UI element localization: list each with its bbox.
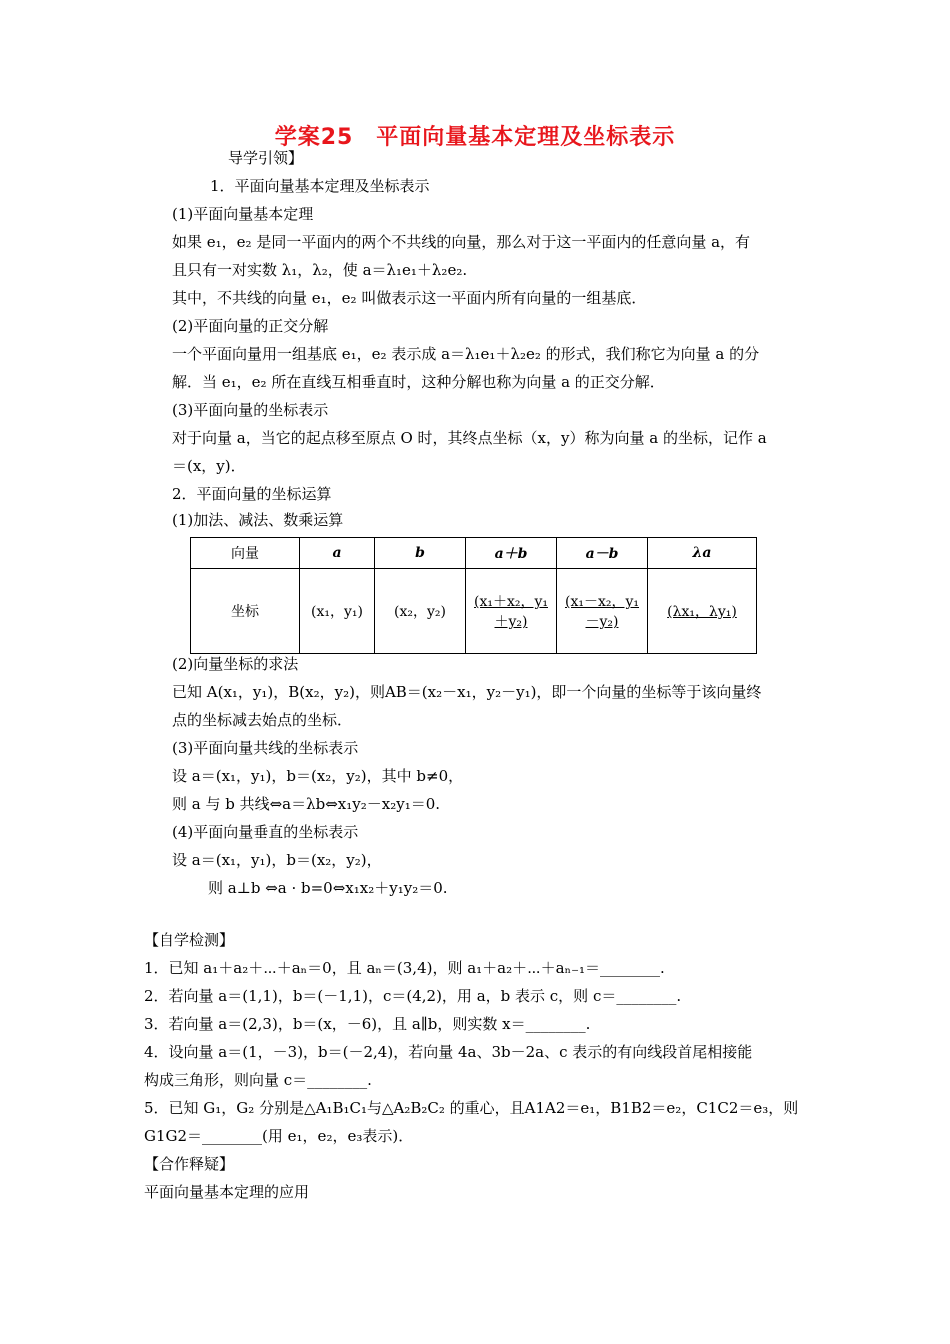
subsection-2-1: (1)加法、减法、数乘运算	[172, 511, 344, 529]
paragraph-line: 则 a⊥b ⇔a · b=0⇔x₁x₂＋y₁y₂＝0.	[208, 879, 448, 897]
table-header-cell: a＋b	[466, 538, 557, 569]
paragraph-line: 设 a＝(x₁，y₁)，b＝(x₂，y₂)，	[172, 851, 382, 869]
table-header-row	[191, 538, 757, 569]
paragraph-line: 设 a＝(x₁，y₁)，b＝(x₂，y₂)，其中 b≠0，	[172, 767, 464, 785]
paragraph-line: 其中，不共线的向量 e₁，e₂ 叫做表示这一平面内所有向量的一组基底．	[172, 289, 647, 307]
table-cell: (λx₁，λy₁)	[648, 569, 757, 654]
section-1-heading: 1．平面向量基本定理及坐标表示	[210, 177, 430, 195]
table-cell: (x₁，y₁)	[300, 569, 375, 654]
section-2-heading: 2．平面向量的坐标运算	[172, 485, 332, 503]
exercise-line: 5．已知 G₁，G₂ 分别是△A₁B₁C₁与△A₂B₂C₂ 的重心，且A1A2＝e₁，B1B2＝e₂，C1C2＝e₃，则	[144, 1099, 799, 1117]
subsection-1-3: (3)平面向量的坐标表示	[172, 401, 329, 419]
paragraph-line: 且只有一对实数 λ₁，λ₂，使 a＝λ₁e₁＋λ₂e₂.	[172, 261, 468, 279]
table-header-cell: a－b	[557, 538, 648, 569]
table-header-cell: b	[375, 538, 466, 569]
exercise-line: G1G2＝________(用 e₁，e₂，e₃表示)．	[144, 1127, 414, 1145]
paragraph-line: 如果 e₁，e₂ 是同一平面内的两个不共线的向量，那么对于这一平面内的任意向量 a，有	[172, 233, 751, 251]
paragraph-line: 一个平面向量用一组基底 e₁，e₂ 表示成 a＝λ₁e₁＋λ₂e₂ 的形式，我们称它为向量 a 的分	[172, 345, 760, 363]
paragraph-line: 对于向量 a，当它的起点移至原点 O 时，其终点坐标（x，y）称为向量 a 的坐标，记作 a	[172, 429, 767, 447]
self-check-heading: 【自学检测】	[144, 931, 235, 949]
vector-operations-table	[190, 537, 757, 654]
table-header-cell: 向量	[191, 538, 300, 569]
exercise-line: 1．已知 a₁＋a₂＋⋯＋aₙ＝0，且 aₙ＝(3,4)，则 a₁＋a₂＋⋯＋aₙ₋₁＝________.	[144, 959, 665, 977]
paragraph-line: 解．当 e₁，e₂ 所在直线互相垂直时，这种分解也称为向量 a 的正交分解．	[172, 373, 665, 391]
exercise-line: 3．若向量 a＝(2,3)，b＝(x，－6)，且 a∥b，则实数 x＝________.	[144, 1015, 591, 1033]
table-header-cell: a	[300, 538, 375, 569]
table-row-label: 坐标	[191, 569, 300, 654]
table-row	[191, 569, 757, 654]
subsection-2-3: (3)平面向量共线的坐标表示	[172, 739, 359, 757]
table-cell: (x₂，y₂)	[375, 569, 466, 654]
paragraph-line: 则 a 与 b 共线⇔a＝λb⇔x₁y₂－x₂y₁＝0.	[172, 795, 441, 813]
subsection-1-2: (2)平面向量的正交分解	[172, 317, 329, 335]
table-header-cell: λa	[648, 538, 757, 569]
exercise-line: 4．设向量 a＝(1，－3)，b＝(－2,4)，若向量 4a、3b－2a、c 表示的有向线段首尾相接能	[144, 1043, 753, 1061]
page-title: 学案25 平面向量基本定理及坐标表示	[274, 125, 676, 150]
application-heading: 平面向量基本定理的应用	[144, 1183, 310, 1201]
subsection-1-1: (1)平面向量基本定理	[172, 205, 314, 223]
paragraph-line: 已知 A(x₁，y₁)，B(x₂，y₂)，则AB＝(x₂－x₁，y₂－y₁)，即一个向量的坐标等于该向量终	[172, 683, 762, 701]
table-cell: (x₁＋x₂，y₁＋y₂)	[466, 569, 557, 654]
cooperation-heading: 【合作释疑】	[144, 1155, 235, 1173]
subsection-2-2: (2)向量坐标的求法	[172, 655, 299, 673]
guide-heading: 导学引领】	[228, 149, 304, 167]
exercise-line: 构成三角形，则向量 c＝________.	[144, 1071, 372, 1089]
paragraph-line: 点的坐标减去始点的坐标．	[172, 711, 353, 729]
table-cell: (x₁－x₂，y₁－y₂)	[557, 569, 648, 654]
exercise-line: 2．若向量 a＝(1,1)，b＝(－1,1)，c＝(4,2)，用 a，b 表示 c，则 c＝________.	[144, 987, 682, 1005]
paragraph-line: ＝(x，y)．	[172, 457, 246, 475]
subsection-2-4: (4)平面向量垂直的坐标表示	[172, 823, 359, 841]
